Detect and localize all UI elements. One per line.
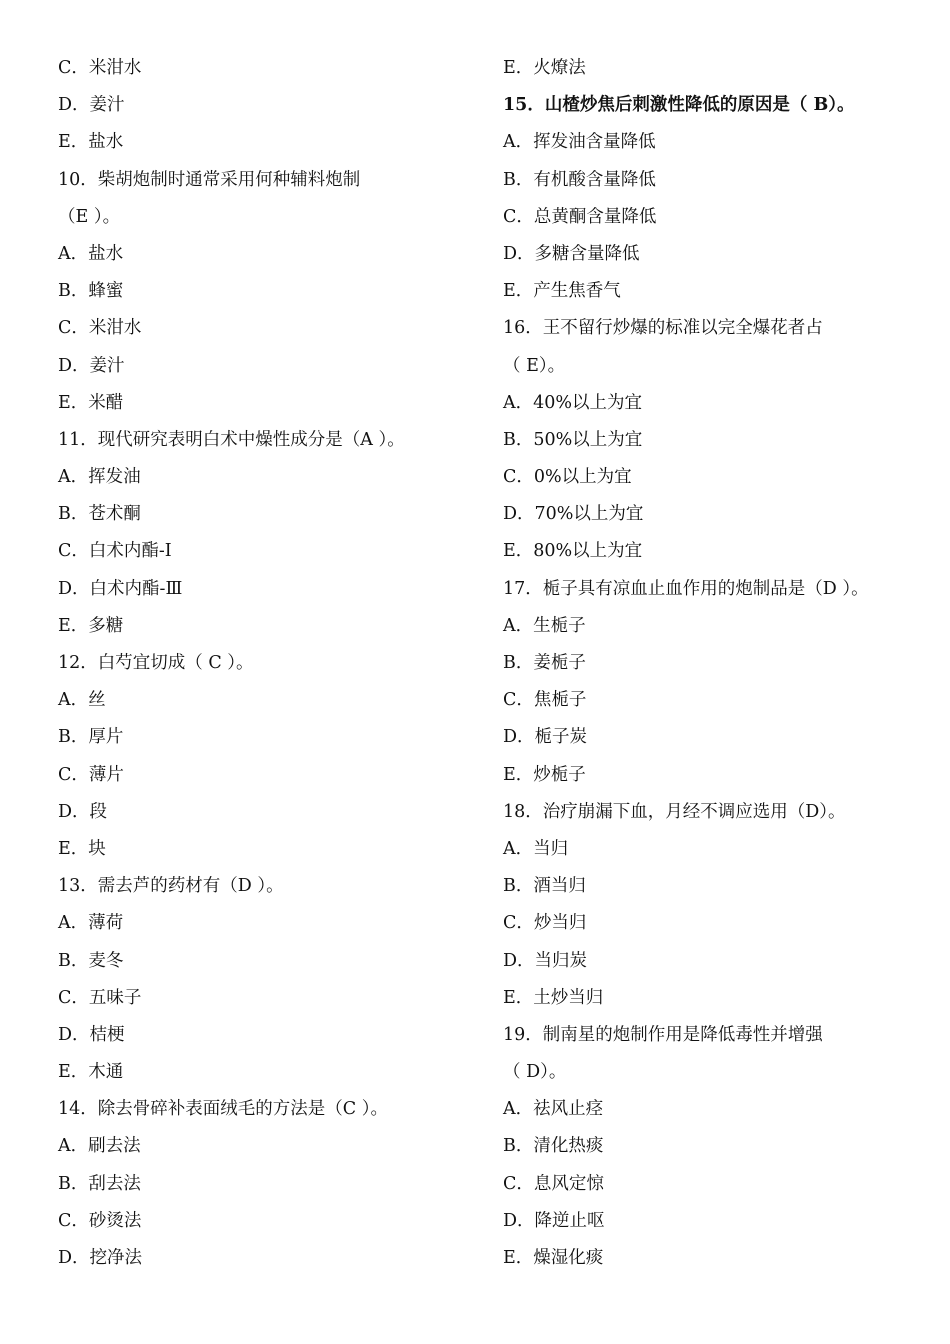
text-line: A．刷去法	[58, 1136, 141, 1157]
text-line: B．苍术酮	[58, 504, 141, 525]
answer-line: （E ）。	[58, 206, 121, 227]
text-line: E．米醋	[58, 392, 124, 413]
question-line: 15．山楂炒焦后刺激性降低的原因是（ B）。	[503, 95, 855, 116]
text-line: B．清化热痰	[503, 1136, 604, 1157]
text-line: D．白术内酯-Ⅲ	[58, 578, 183, 599]
text-line: A．当归	[503, 838, 569, 859]
text-line: E．80%以上为宜	[503, 541, 643, 562]
text-line: B．厚片	[58, 727, 124, 748]
text-line: C．焦栀子	[503, 690, 587, 711]
text-line: D．栀子炭	[503, 727, 588, 748]
text-line: A．盐水	[58, 243, 124, 264]
text-line: C．米泔水	[58, 318, 142, 339]
text-line: C．米泔水	[58, 58, 142, 78]
text-line: D．挖净法	[58, 1248, 143, 1268]
question-line: 19．制南星的炮制作用是降低毒性并增强	[503, 1024, 823, 1045]
answer-line: （ E）。	[503, 355, 566, 376]
question-line: 11．现代研究表明白术中燥性成分是（A ）。	[58, 429, 405, 450]
text-line: B．麦冬	[58, 950, 124, 971]
text-line: B．姜栀子	[503, 653, 586, 673]
question-line: 12．白芍宜切成（ C ）。	[58, 653, 254, 673]
question-line: 17．栀子具有凉血止血作用的炮制品是（D ）。	[503, 578, 869, 599]
right-column	[503, 53, 933, 1280]
left-column	[58, 53, 488, 1280]
text-line: E．木通	[58, 1062, 124, 1083]
text-line: E．燥湿化痰	[503, 1248, 604, 1268]
text-line: E．土炒当归	[503, 987, 604, 1008]
text-line: E．火燎法	[503, 58, 586, 78]
text-line: E．多糖	[58, 615, 124, 636]
answer-line: （ D）。	[503, 1062, 567, 1083]
text-line: D．70%以上为宜	[503, 504, 644, 525]
text-line: D．姜汁	[58, 355, 125, 376]
text-line: A．祛风止痉	[503, 1099, 604, 1120]
question-line: 10．柴胡炮制时通常采用何种辅料炮制	[58, 169, 361, 190]
text-line: C．息风定惊	[503, 1173, 604, 1194]
question-line: 13．需去芦的药材有（D ）。	[58, 876, 284, 897]
text-line: D．当归炭	[503, 950, 588, 971]
text-line: B．蜂蜜	[58, 281, 124, 302]
question-line: 14．除去骨碎补表面绒毛的方法是（C ）。	[58, 1099, 388, 1120]
text-line: C．薄片	[58, 764, 124, 785]
text-line: E．产生焦香气	[503, 281, 621, 302]
question-line: 18．治疗崩漏下血，月经不调应选用（D）。	[503, 801, 846, 822]
text-line: A．40%以上为宜	[503, 392, 643, 413]
text-line: E．炒栀子	[503, 764, 586, 785]
text-line: B．有机酸含量降低	[503, 169, 656, 190]
text-line: A．薄荷	[58, 913, 124, 934]
text-line: D．姜汁	[58, 95, 125, 116]
text-line: C．炒当归	[503, 913, 587, 934]
text-line: D．多糖含量降低	[503, 243, 640, 264]
text-line: A．挥发油含量降低	[503, 132, 656, 153]
text-line: A．生栀子	[503, 615, 586, 636]
text-line: B．酒当归	[503, 876, 586, 897]
text-line: D．桔梗	[58, 1024, 125, 1045]
text-line: C．总黄酮含量降低	[503, 206, 657, 227]
text-line: D．降逆止呕	[503, 1210, 605, 1231]
text-line: E．盐水	[58, 132, 124, 153]
text-line: A．挥发油	[58, 467, 141, 488]
text-line: D．段	[58, 801, 108, 822]
text-line: C．五味子	[58, 987, 142, 1008]
text-line: C．0%以上为宜	[503, 467, 632, 488]
text-line: A．丝	[58, 690, 106, 711]
text-line: B．刮去法	[58, 1173, 141, 1194]
text-line: C．白术内酯-Ⅰ	[58, 541, 172, 562]
text-line: B．50%以上为宜	[503, 429, 643, 450]
text-line: E．块	[58, 838, 106, 859]
question-line: 16．王不留行炒爆的标准以完全爆花者占	[503, 318, 823, 339]
text-line: C．砂烫法	[58, 1210, 142, 1231]
